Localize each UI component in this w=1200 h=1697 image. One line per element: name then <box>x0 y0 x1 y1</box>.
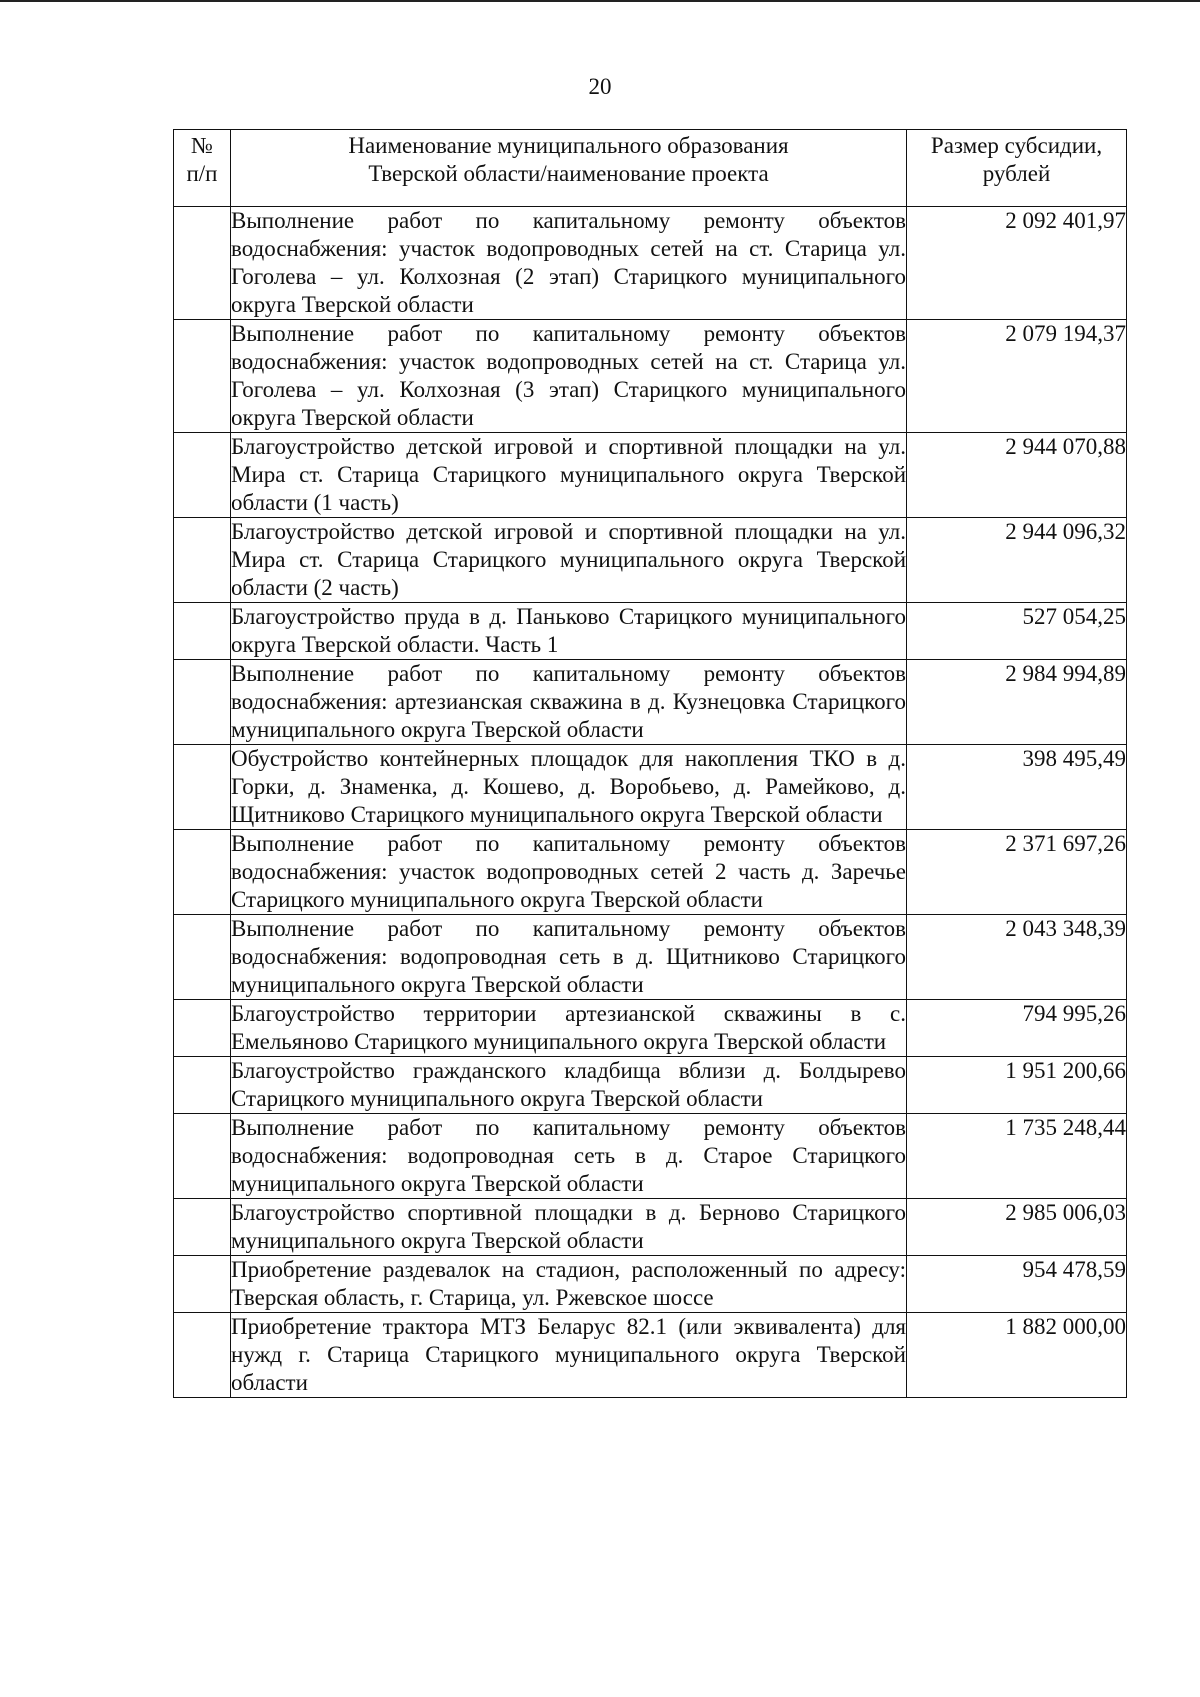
subsidy-amount: 1 735 248,44 <box>907 1114 1127 1199</box>
table-row <box>174 603 1127 660</box>
project-name: Приобретение трактора МТЗ Беларус 82.1 (или эквивалента) для нужд г. Старица Старицкого муниципального округа Тверской области <box>231 1313 907 1398</box>
header-number <box>174 130 231 207</box>
project-name: Обустройство контейнерных площадок для накопления ТКО в д. Горки, д. Знаменка, д. Кошево, д. Воробьево, д. Рамейково, д. Щитниково Старицкого муниципального округа Тверской области <box>231 745 907 830</box>
table-row <box>174 1256 1127 1313</box>
header-amount-line1: Размер субсидии, <box>930 133 1103 158</box>
project-name: Благоустройство территории артезианской скважины в с. Емельяново Старицкого муниципального округа Тверской области <box>231 1000 907 1057</box>
project-name: Благоустройство спортивной площадки в д. Берново Старицкого муниципального округа Тверской области <box>231 1199 907 1256</box>
header-name-line2: Тверской области/наименование проекта <box>368 161 769 186</box>
subsidy-amount: 2 944 096,32 <box>907 518 1127 603</box>
row-number <box>174 1256 231 1313</box>
row-number <box>174 603 231 660</box>
row-number <box>174 660 231 745</box>
subsidy-amount: 1 882 000,00 <box>907 1313 1127 1398</box>
table-row <box>174 745 1127 830</box>
row-number <box>174 207 231 320</box>
subsidy-amount: 954 478,59 <box>907 1256 1127 1313</box>
header-amount <box>907 130 1127 207</box>
table-header-row <box>174 130 1127 207</box>
subsidy-amount: 2 079 194,37 <box>907 320 1127 433</box>
header-name-line1: Наименование муниципального образования <box>348 133 789 158</box>
row-number <box>174 1057 231 1114</box>
header-name <box>231 130 907 207</box>
row-number <box>174 1000 231 1057</box>
row-number <box>174 1313 231 1398</box>
project-name: Благоустройство гражданского кладбища вблизи д. Болдырево Старицкого муниципального округа Тверской области <box>231 1057 907 1114</box>
project-name: Благоустройство детской игровой и спортивной площадки на ул. Мира ст. Старица Старицкого муниципального округа Тверской области (1 часть) <box>231 433 907 518</box>
subsidy-amount: 2 944 070,88 <box>907 433 1127 518</box>
header-number-line2: п/п <box>186 161 218 186</box>
project-name: Выполнение работ по капитальному ремонту объектов водоснабжения: артезианская скважина в д. Кузнецовка Старицкого муниципального округа Тверской области <box>231 660 907 745</box>
subsidy-amount: 2 092 401,97 <box>907 207 1127 320</box>
table-row <box>174 1057 1127 1114</box>
row-number <box>174 518 231 603</box>
subsidy-table <box>173 129 1127 1398</box>
subsidy-amount: 2 984 994,89 <box>907 660 1127 745</box>
page-number: 20 <box>588 74 612 99</box>
project-name: Выполнение работ по капитальному ремонту объектов водоснабжения: участок водопроводных сетей на ст. Старица ул. Гоголева – ул. Колхозная (2 этап) Старицкого муниципального округа Тверской области <box>231 207 907 320</box>
subsidy-amount: 527 054,25 <box>907 603 1127 660</box>
subsidy-amount: 2 043 348,39 <box>907 915 1127 1000</box>
subsidy-amount: 2 985 006,03 <box>907 1199 1127 1256</box>
subsidy-amount: 398 495,49 <box>907 745 1127 830</box>
table-row <box>174 207 1127 320</box>
table-row <box>174 1000 1127 1057</box>
project-name: Выполнение работ по капитальному ремонту объектов водоснабжения: участок водопроводных сетей 2 часть д. Заречье Старицкого муниципального округа Тверской области <box>231 830 907 915</box>
table-row <box>174 1114 1127 1199</box>
page-top-rule <box>0 0 1200 2</box>
table-row <box>174 660 1127 745</box>
row-number <box>174 1199 231 1256</box>
row-number <box>174 830 231 915</box>
project-name: Благоустройство детской игровой и спортивной площадки на ул. Мира ст. Старица Старицкого муниципального округа Тверской области (2 часть) <box>231 518 907 603</box>
row-number <box>174 320 231 433</box>
project-name: Выполнение работ по капитальному ремонту объектов водоснабжения: участок водопроводных сетей на ст. Старица ул. Гоголева – ул. Колхозная (3 этап) Старицкого муниципального округа Тверской области <box>231 320 907 433</box>
table-row <box>174 320 1127 433</box>
subsidy-amount: 2 371 697,26 <box>907 830 1127 915</box>
row-number <box>174 745 231 830</box>
project-name: Благоустройство пруда в д. Паньково Старицкого муниципального округа Тверской области. Часть 1 <box>231 603 907 660</box>
table-row <box>174 1199 1127 1256</box>
table-row <box>174 915 1127 1000</box>
project-name: Приобретение раздевалок на стадион, расположенный по адресу: Тверская область, г. Старица, ул. Ржевское шоссе <box>231 1256 907 1313</box>
table-row <box>174 433 1127 518</box>
project-name: Выполнение работ по капитальному ремонту объектов водоснабжения: водопроводная сеть в д. Старое Старицкого муниципального округа Тверской области <box>231 1114 907 1199</box>
row-number <box>174 433 231 518</box>
table-row <box>174 518 1127 603</box>
row-number <box>174 1114 231 1199</box>
row-number <box>174 915 231 1000</box>
subsidy-amount: 794 995,26 <box>907 1000 1127 1057</box>
subsidy-amount: 1 951 200,66 <box>907 1057 1127 1114</box>
header-amount-line2: рублей <box>982 161 1051 186</box>
table-row <box>174 830 1127 915</box>
table-row <box>174 1313 1127 1398</box>
project-name: Выполнение работ по капитальному ремонту объектов водоснабжения: водопроводная сеть в д. Щитниково Старицкого муниципального округа Тверской области <box>231 915 907 1000</box>
header-number-line1: № <box>191 133 213 158</box>
